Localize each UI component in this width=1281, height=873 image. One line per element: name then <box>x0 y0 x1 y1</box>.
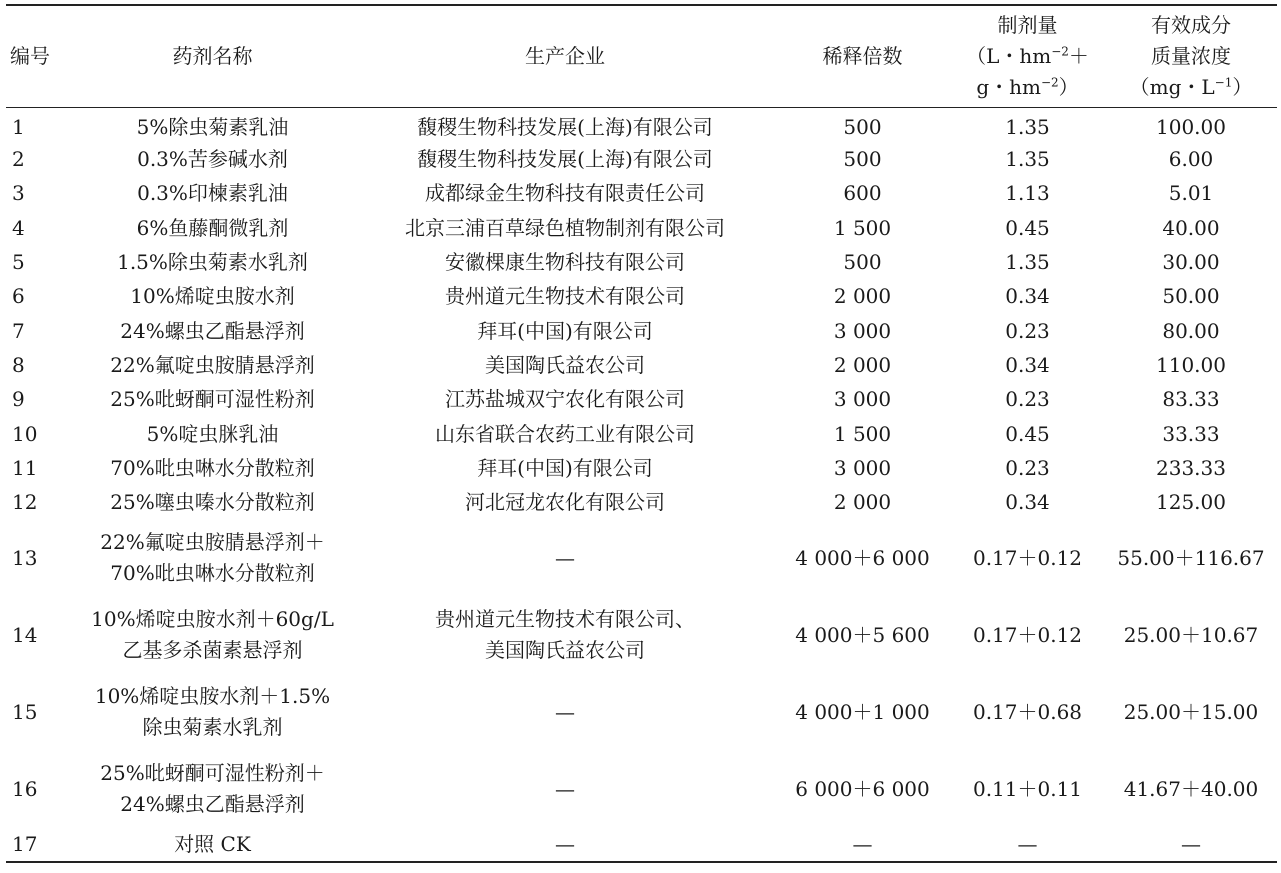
cell-no: 10 <box>12 421 38 446</box>
cell-company-line: — <box>555 776 575 801</box>
cell-company <box>355 245 775 279</box>
cell-dose: 0.45 <box>1005 421 1050 446</box>
cell-concentration: 83.33 <box>1162 387 1220 412</box>
cell-name <box>70 280 355 314</box>
cell-company <box>355 520 775 597</box>
cell-name <box>70 314 355 348</box>
cell-company <box>355 828 775 862</box>
cell-concentration: 6.00 <box>1168 147 1214 172</box>
cell-no: 4 <box>12 215 25 240</box>
cell-no: 3 <box>12 181 25 206</box>
cell-company <box>355 485 775 519</box>
cell-dilution: 4 000＋1 000 <box>795 699 930 724</box>
cell-name-line: 25%噻虫嗪水分散粒剂 <box>110 490 315 515</box>
header-conc-line3 <box>1105 72 1277 103</box>
table-row <box>6 383 1277 417</box>
header-dose-unit-b: g・hm <box>976 74 1041 99</box>
cell-name-line: 22%氟啶虫胺腈悬浮剂＋ <box>100 530 325 555</box>
cell-concentration: 41.67＋40.00 <box>1123 776 1259 801</box>
cell-company <box>355 383 775 417</box>
table-row <box>6 314 1277 348</box>
table-row <box>6 520 1277 597</box>
cell-concentration: — <box>1181 831 1201 856</box>
cell-company <box>355 107 775 143</box>
cell-company <box>355 417 775 451</box>
header-dilution: 稀释倍数 <box>822 43 903 68</box>
cell-company-line: — <box>555 545 575 570</box>
cell-name-line: 1.5%除虫菊素水乳剂 <box>117 250 308 275</box>
cell-concentration: 233.33 <box>1156 455 1226 480</box>
cell-dose: 0.17＋0.12 <box>972 622 1083 647</box>
cell-company <box>355 143 775 177</box>
table-row <box>6 451 1277 485</box>
header-conc-exp: −1 <box>1214 75 1233 90</box>
cell-name-line: 10%烯啶虫胺水剂＋60g/L <box>91 607 334 632</box>
cell-name-line: 乙基多杀菌素悬浮剂 <box>122 638 303 663</box>
cell-no: 9 <box>12 387 25 412</box>
cell-company-line: 美国陶氏益农公司 <box>485 352 645 377</box>
cell-company <box>355 280 775 314</box>
header-conc-close: ） <box>1232 74 1253 99</box>
cell-no: 17 <box>12 831 38 856</box>
table-body <box>6 107 1277 862</box>
header-dose-exp-b: −2 <box>1040 75 1059 90</box>
cell-concentration: 25.00＋10.67 <box>1123 622 1259 647</box>
cell-name-line: 10%烯啶虫胺水剂 <box>130 284 295 309</box>
header-dose-unit-a: （L・hm <box>966 43 1052 68</box>
cell-dilution: 3 000 <box>833 455 892 480</box>
cell-no: 2 <box>12 147 25 172</box>
cell-dilution: 500 <box>843 147 882 172</box>
cell-dilution: — <box>852 831 873 856</box>
cell-dose: — <box>1017 831 1038 856</box>
header-concentration <box>1105 5 1277 107</box>
cell-name <box>70 451 355 485</box>
cell-dose: 1.13 <box>1005 181 1050 206</box>
cell-name-line: 22%氟啶虫胺腈悬浮剂 <box>110 352 315 377</box>
cell-name-line: 70%吡虫啉水分散粒剂 <box>110 455 315 480</box>
cell-no: 1 <box>12 114 25 139</box>
cell-concentration: 55.00＋116.67 <box>1117 545 1265 570</box>
cell-company <box>355 751 775 828</box>
cell-dose: 0.23 <box>1005 318 1050 343</box>
cell-company-line: 河北冠龙农化有限公司 <box>465 490 665 515</box>
table-header <box>6 5 1277 107</box>
cell-no: 5 <box>12 250 25 275</box>
cell-concentration: 80.00 <box>1162 318 1220 343</box>
cell-no: 16 <box>12 776 38 801</box>
cell-name <box>70 417 355 451</box>
cell-company <box>355 451 775 485</box>
cell-no: 8 <box>12 352 25 377</box>
table-row <box>6 280 1277 314</box>
cell-company-line: 贵州道元生物技术有限公司 <box>445 284 685 309</box>
cell-company-line: 馥稷生物科技发展(上海)有限公司 <box>417 147 713 172</box>
cell-name-line: 5%啶虫脒乳油 <box>146 421 279 446</box>
cell-company <box>355 674 775 751</box>
cell-concentration: 100.00 <box>1156 114 1226 139</box>
header-conc-unit: （mg・L <box>1129 74 1215 99</box>
cell-dilution: 2 000 <box>833 284 892 309</box>
cell-company-line: 馥稷生物科技发展(上海)有限公司 <box>417 114 713 139</box>
cell-company-line: 安徽棵康生物科技有限公司 <box>445 250 685 275</box>
table-row <box>6 597 1277 674</box>
table-row <box>6 348 1277 382</box>
table-row <box>6 751 1277 828</box>
cell-company <box>355 348 775 382</box>
cell-company-line: 江苏盐城双宁农化有限公司 <box>445 387 685 412</box>
cell-name <box>70 520 355 597</box>
cell-name <box>70 383 355 417</box>
cell-no: 13 <box>12 545 38 570</box>
cell-dilution: 4 000＋6 000 <box>795 545 930 570</box>
pesticide-table <box>6 4 1277 863</box>
cell-dilution: 500 <box>843 250 882 275</box>
cell-dose: 0.17＋0.68 <box>972 699 1083 724</box>
cell-name-line: 0.3%苦参碱水剂 <box>137 147 288 172</box>
cell-dose: 0.11＋0.11 <box>972 776 1083 801</box>
cell-no: 14 <box>12 622 38 647</box>
cell-name <box>70 348 355 382</box>
table-row <box>6 143 1277 177</box>
header-name: 药剂名称 <box>172 43 253 68</box>
cell-company-line: — <box>555 699 575 724</box>
cell-dilution: 600 <box>843 181 882 206</box>
cell-name <box>70 485 355 519</box>
cell-company <box>355 597 775 674</box>
cell-name-line: 0.3%印楝素乳油 <box>137 181 288 206</box>
cell-name <box>70 177 355 211</box>
table-row <box>6 211 1277 245</box>
cell-dilution: 1 500 <box>833 215 892 240</box>
cell-dose: 0.23 <box>1005 455 1050 480</box>
cell-dilution: 3 000 <box>833 387 892 412</box>
cell-dose: 0.34 <box>1005 490 1050 515</box>
cell-company-line: — <box>555 831 575 856</box>
cell-name-line: 6%鱼藤酮微乳剂 <box>136 215 289 240</box>
header-dose <box>950 5 1105 107</box>
cell-dose: 1.35 <box>1005 250 1050 275</box>
cell-name-line: 除虫菊素水乳剂 <box>142 715 283 740</box>
header-dose-close: ） <box>1058 74 1079 99</box>
cell-dose: 1.35 <box>1005 114 1050 139</box>
cell-dose: 0.23 <box>1005 387 1050 412</box>
cell-dose: 1.35 <box>1005 147 1050 172</box>
table-row <box>6 417 1277 451</box>
table-row <box>6 107 1277 143</box>
cell-dose: 0.17＋0.12 <box>972 545 1083 570</box>
cell-name <box>70 674 355 751</box>
cell-company-line: 北京三浦百草绿色植物制剂有限公司 <box>405 215 725 240</box>
cell-dilution: 6 000＋6 000 <box>795 776 930 801</box>
cell-name-line: 24%螺虫乙酯悬浮剂 <box>120 318 305 343</box>
cell-dilution: 2 000 <box>833 490 892 515</box>
cell-dilution: 1 500 <box>833 421 892 446</box>
cell-name <box>70 211 355 245</box>
cell-company-line: 拜耳(中国)有限公司 <box>477 318 653 343</box>
cell-name <box>70 751 355 828</box>
cell-company-line: 拜耳(中国)有限公司 <box>477 455 653 480</box>
cell-company <box>355 314 775 348</box>
table-row <box>6 485 1277 519</box>
cell-name <box>70 143 355 177</box>
cell-concentration: 40.00 <box>1162 215 1220 240</box>
header-dose-line1: 制剂量 <box>997 12 1058 37</box>
cell-company-line: 美国陶氏益农公司 <box>485 638 645 663</box>
table-row <box>6 674 1277 751</box>
cell-dilution: 500 <box>843 114 882 139</box>
cell-concentration: 30.00 <box>1162 250 1220 275</box>
header-conc-line2: 质量浓度 <box>1151 43 1231 68</box>
cell-no: 11 <box>12 455 38 480</box>
cell-dose: 0.34 <box>1005 352 1050 377</box>
header-no: 编号 <box>10 43 50 68</box>
cell-name <box>70 245 355 279</box>
cell-name <box>70 107 355 143</box>
cell-dose: 0.34 <box>1005 284 1050 309</box>
cell-no: 6 <box>12 284 25 309</box>
header-conc-line1: 有效成分 <box>1151 12 1231 37</box>
cell-name-line: 70%吡虫啉水分散粒剂 <box>110 561 315 586</box>
header-dose-line2 <box>950 41 1105 72</box>
cell-concentration: 33.33 <box>1162 421 1220 446</box>
cell-concentration: 110.00 <box>1156 352 1226 377</box>
cell-concentration: 25.00＋15.00 <box>1123 699 1259 724</box>
cell-dilution: 2 000 <box>833 352 892 377</box>
table-row <box>6 177 1277 211</box>
cell-company <box>355 177 775 211</box>
cell-name <box>70 597 355 674</box>
cell-name-line: 24%螺虫乙酯悬浮剂 <box>120 792 305 817</box>
cell-no: 15 <box>12 699 38 724</box>
cell-name-line: 25%吡蚜酮可湿性粉剂＋ <box>100 761 325 786</box>
cell-concentration: 50.00 <box>1162 284 1220 309</box>
cell-name-line: 10%烯啶虫胺水剂＋1.5% <box>94 684 331 709</box>
cell-name <box>70 828 355 862</box>
table-row <box>6 245 1277 279</box>
header-dose-line3 <box>950 72 1105 103</box>
cell-company-line: 贵州道元生物技术有限公司、 <box>435 607 695 632</box>
cell-company-line: 山东省联合农药工业有限公司 <box>435 421 695 446</box>
cell-no: 12 <box>12 490 38 515</box>
cell-no: 7 <box>12 318 25 343</box>
table-row <box>6 828 1277 862</box>
cell-dilution: 4 000＋5 600 <box>795 622 930 647</box>
cell-company-line: 成都绿金生物科技有限责任公司 <box>425 181 705 206</box>
header-company: 生产企业 <box>525 43 605 68</box>
cell-dilution: 3 000 <box>833 318 892 343</box>
cell-company <box>355 211 775 245</box>
cell-name-line: 对照 CK <box>174 831 251 856</box>
header-dose-exp-a: −2 <box>1051 44 1069 59</box>
cell-dose: 0.45 <box>1005 215 1050 240</box>
header-dose-plus: ＋ <box>1068 43 1089 68</box>
cell-name-line: 5%除虫菊素乳油 <box>136 114 289 139</box>
cell-concentration: 5.01 <box>1168 181 1214 206</box>
cell-name-line: 25%吡蚜酮可湿性粉剂 <box>110 387 315 412</box>
cell-concentration: 125.00 <box>1156 490 1226 515</box>
